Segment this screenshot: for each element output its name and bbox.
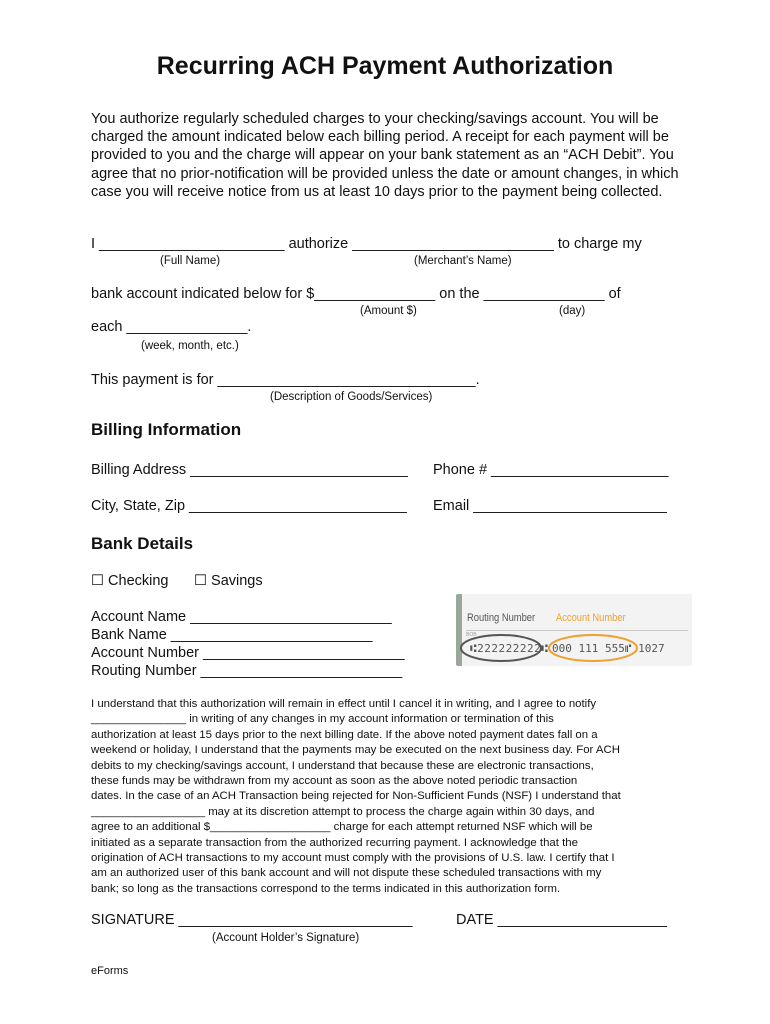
account-digits: 000 111 555⑈ 1027 bbox=[552, 642, 665, 655]
billing-heading: Billing Information bbox=[91, 420, 242, 439]
legal-line: authorization at least 15 days prior to the next billing date. If the above noted payment dates fall on a bbox=[91, 728, 598, 741]
account-number-line: Account Number _________________________ bbox=[91, 645, 405, 661]
legal-line: _______________ in writing of any changes in my account information or termination of this bbox=[91, 713, 554, 726]
bank-name-line: Bank Name _________________________ bbox=[91, 627, 373, 643]
city-state-zip-line: City, State, Zip ___________________________ bbox=[91, 498, 407, 514]
legal-line: bank; so long as the transactions correspond to the terms indicated in this authorization form. bbox=[91, 882, 561, 895]
authorize-line: I _______________________ authorize _________________________ to charge my bbox=[91, 236, 642, 252]
email-line: Email ________________________ bbox=[433, 498, 667, 514]
checking-checkbox[interactable]: ☐ Checking bbox=[91, 573, 169, 589]
routing-number-line: Routing Number _________________________ bbox=[91, 663, 403, 679]
legal-line: I understand that this authorization will remain in effect until I cancel it in writing, and I agree to notify bbox=[91, 698, 597, 710]
legal-line: initiated as a separate transaction from the authorized recurring payment. I acknowledge that the bbox=[91, 836, 578, 849]
day-caption: (day) bbox=[559, 305, 586, 317]
signature-line: SIGNATURE _____________________________ bbox=[91, 912, 413, 928]
phone-line: Phone # ______________________ bbox=[433, 462, 669, 478]
account-name-line: Account Name _________________________ bbox=[91, 609, 392, 625]
routing-number-label: Routing Number bbox=[467, 612, 536, 624]
account-number-label: Account Number bbox=[556, 612, 626, 624]
savings-checkbox[interactable]: ☐ Savings bbox=[194, 573, 263, 589]
legal-line: am an authorized user of this bank account and will not dispute these scheduled transactions with my bbox=[91, 867, 602, 880]
merchant-name-caption: (Merchant’s Name) bbox=[414, 255, 512, 267]
payment-description-line: This payment is for ________________________________. bbox=[91, 372, 480, 388]
page-title: Recurring ACH Payment Authorization bbox=[156, 52, 614, 80]
amount-caption: (Amount $) bbox=[360, 305, 417, 317]
period-caption: (week, month, etc.) bbox=[141, 340, 239, 352]
amount-line: bank account indicated below for $_______________ on the _______________ of bbox=[91, 286, 621, 302]
legal-line: origination of ACH transactions to my account must comply with the provisions of U.S. law. I certify that I bbox=[91, 852, 615, 865]
legal-line: __________________ may at its discretion attempt to process the charge again within 30 days, and bbox=[91, 805, 595, 818]
period-line: each _______________. bbox=[91, 319, 252, 335]
routing-digits: ⑆222222222⑆ bbox=[470, 642, 549, 655]
bank-details-heading: Bank Details bbox=[91, 534, 194, 553]
check-example-image: Routing Number Account Number BOB ⑆222222222⑆ 000 111 555⑈ 1027 bbox=[456, 594, 692, 666]
legal-terms bbox=[91, 697, 691, 897]
legal-line: agree to an additional $___________________ charge for each attempt returned NSF which will be bbox=[91, 821, 593, 834]
billing-address-line: Billing Address ___________________________ bbox=[91, 462, 408, 478]
legal-line: dates. In the case of an ACH Transaction being rejected for Non-Sufficient Funds (NSF) I understand that bbox=[91, 790, 621, 803]
description-caption: (Description of Goods/Services) bbox=[270, 391, 433, 403]
full-name-caption: (Full Name) bbox=[160, 255, 221, 267]
footer-brand: eForms bbox=[91, 965, 129, 977]
signature-caption: (Account Holder’s Signature) bbox=[212, 932, 360, 944]
legal-line: these funds may be withdrawn from my account as soon as the above noted periodic transaction bbox=[91, 775, 578, 788]
legal-line: debits to my checking/savings account, I understand that because these are electronic transactions, bbox=[91, 759, 594, 772]
legal-line: weekend or holiday, I understand that the payments may be executed on the next business day. For ACH bbox=[91, 744, 620, 757]
date-line: DATE _____________________ bbox=[456, 912, 667, 928]
intro-paragraph: You authorize regularly scheduled charges to your checking/savings account. You will be charged the amount indicated below each billing period. A receipt for each payment will be provided to you and the charge will appear on your bank statement as an “ACH Debit”. You agree that no prior-notification will be provided unless the date or amount changes, in which case you will receive notice from us at least 10 days prior to the payment being collected. bbox=[91, 111, 679, 200]
